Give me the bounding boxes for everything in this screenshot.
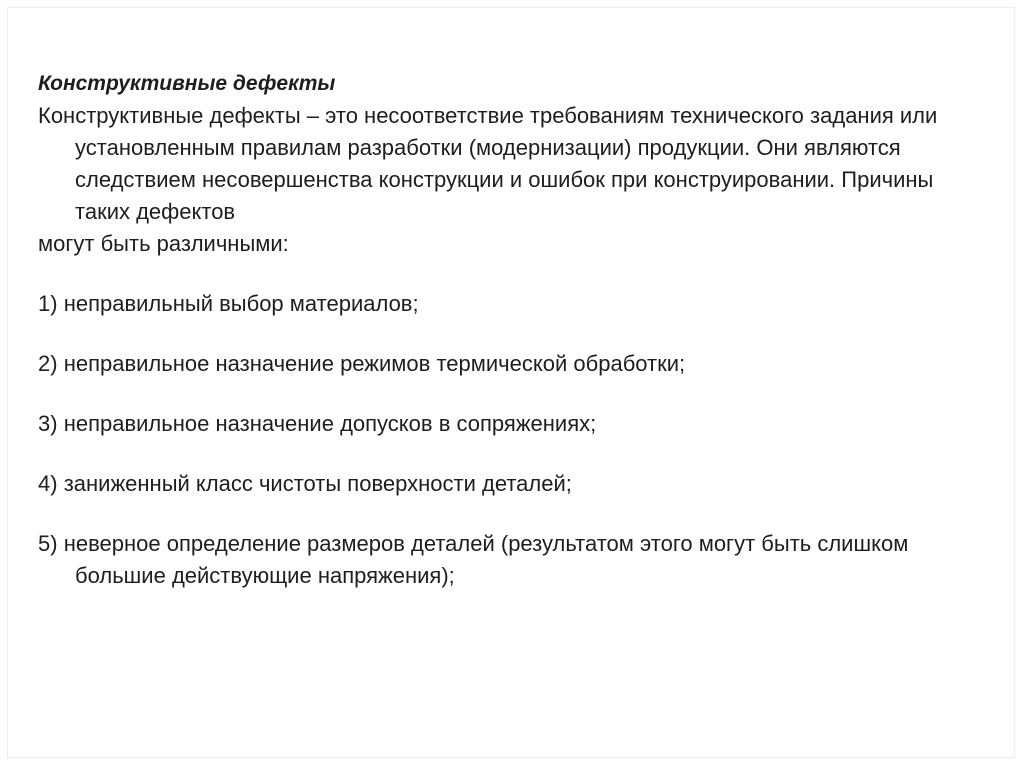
slide-content: [38, 68, 978, 592]
list-item-text: неправильное назначение допусков в сопряжениях;: [63, 411, 597, 436]
intro-paragraph-tail: могут быть различными:: [38, 231, 289, 256]
list-item-2: [38, 348, 978, 380]
list-item-4: [38, 468, 978, 500]
list-number: 4): [38, 471, 64, 496]
list-item-1: [38, 288, 978, 320]
list-number: 1): [38, 291, 64, 316]
list-item-text: неправильное назначение режимов термической обработки;: [63, 351, 686, 376]
list-item-3: [38, 408, 978, 440]
intro-paragraph: Конструктивные дефекты – это несоответствие требованиям технического задания или установленным правилам разработки (модернизации) продукции. Они являются следствием несовершенства конструкции и ошибок при конструировании. Причины таких дефектов: [38, 103, 938, 224]
list-number: 3): [38, 411, 64, 436]
list-item-text: неверное определение размеров деталей (результатом этого могут быть слишком большие действующие напряжения);: [63, 531, 909, 588]
list-item-text: заниженный класс чистоты поверхности деталей;: [63, 471, 572, 496]
slide-heading: Конструктивные дефекты: [38, 72, 336, 95]
list-number: 5): [38, 531, 64, 556]
list-number: 2): [38, 351, 64, 376]
list-item-text: неправильный выбор материалов;: [63, 291, 419, 316]
slide-frame: [7, 7, 1015, 758]
list-item-5: [38, 528, 978, 592]
